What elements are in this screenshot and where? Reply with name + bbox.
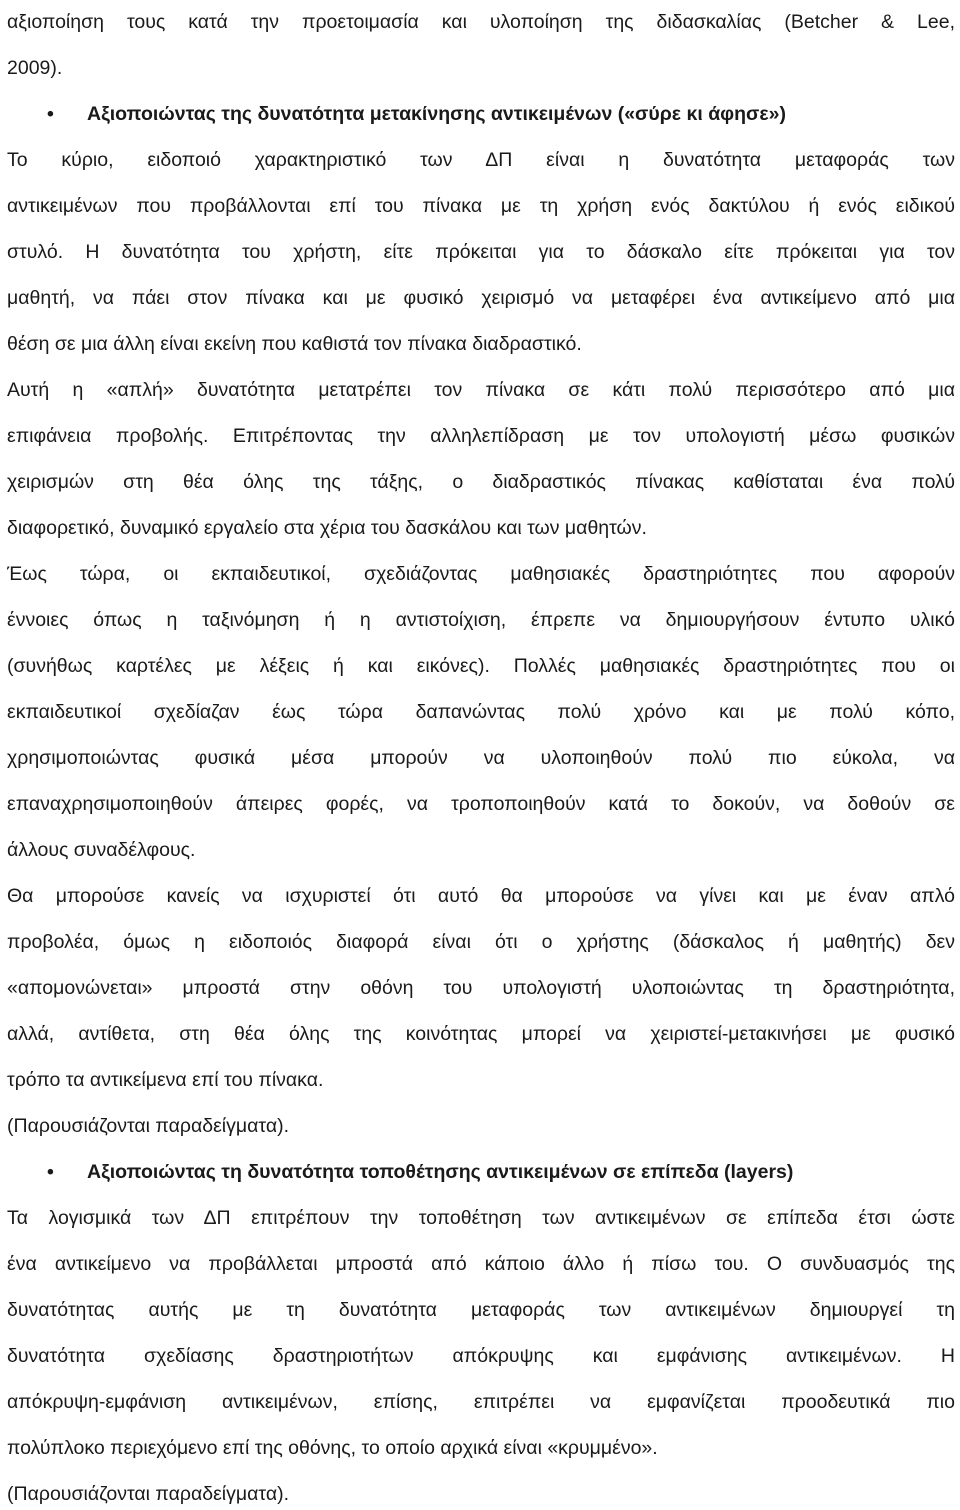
text-line: στυλό. Η δυνατότητα του χρήστη, είτε πρόκειται για το δάσκαλο είτε πρόκειται για τον (7, 241, 955, 263)
text-line: (Παρουσιάζονται παραδείγματα). (7, 1483, 289, 1505)
bullet-icon: • (47, 103, 54, 125)
text-line: «απομονώνεται» μπροστά στην οθόνη του υπολογιστή υλοποιώντας τη δραστηριότητα, (7, 977, 955, 999)
text-line: δυνατότητα σχεδίασης δραστηριοτήτων απόκρυψης και εμφάνισης αντικειμένων. Η (7, 1345, 955, 1367)
bullet-icon: • (47, 1161, 54, 1183)
text-line: επιφάνεια προβολής. Επιτρέποντας την αλληλεπίδραση με τον υπολογιστή μέσω φυσικών (7, 425, 955, 447)
text-line: (Παρουσιάζονται παραδείγματα). (7, 1115, 289, 1137)
text-line: άλλους συναδέλφους. (7, 839, 196, 861)
text-line: προβολέα, όμως η ειδοποιός διαφορά είναι ότι ο χρήστης (δάσκαλος ή μαθητής) δεν (7, 931, 955, 953)
text-line: χρησιμοποιώντας φυσικά μέσα μπορούν να υλοποιηθούν πολύ πιο εύκολα, να (7, 747, 955, 769)
text-line: ένα αντικείμενο να προβάλλεται μπροστά από κάποιο άλλο ή πίσω του. Ο συνδυασμός της (7, 1253, 955, 1275)
text-line: (συνήθως καρτέλες με λέξεις ή και εικόνες). Πολλές μαθησιακές δραστηριότητες που οι (7, 655, 955, 677)
text-line: χειρισμών στη θέα όλης της τάξης, ο διαδραστικός πίνακας καθίσταται ένα πολύ (7, 471, 955, 493)
bullet-heading-text: Αξιοποιώντας τη δυνατότητα τοποθέτησης αντικειμένων σε επίπεδα (layers) (87, 1161, 794, 1183)
text-line: αλλά, αντίθετα, στη θέα όλης της κοινότητας μπορεί να χειριστεί-μετακινήσει με φυσικό (7, 1023, 955, 1045)
text-line: διαφορετικό, δυναμικό εργαλείο στα χέρια του δασκάλου και των μαθητών. (7, 517, 647, 539)
text-line: μαθητή, να πάει στον πίνακα και με φυσικό χειρισμό να μεταφέρει ένα αντικείμενο από μια (7, 287, 955, 309)
text-line: 2009). (7, 57, 63, 79)
text-line: Έως τώρα, οι εκπαιδευτικοί, σχεδιάζοντας μαθησιακές δραστηριότητες που αφορούν (7, 563, 955, 585)
text-line: Θα μπορούσε κανείς να ισχυριστεί ότι αυτό θα μπορούσε να γίνει και με έναν απλό (7, 885, 955, 907)
bullet-heading-text: Αξιοποιώντας της δυνατότητα μετακίνησης αντικειμένων («σύρε κι άφησε») (87, 103, 786, 125)
text-line: πολύπλοκο περιεχόμενο επί της οθόνης, το οποίο αρχικά είναι «κρυμμένο». (7, 1437, 658, 1459)
text-line: εκπαιδευτικοί σχεδίαζαν έως τώρα δαπανώντας πολύ χρόνο και με πολύ κόπο, (7, 701, 955, 723)
text-line: τρόπο τα αντικείμενα επί του πίνακα. (7, 1069, 324, 1091)
text-line: επαναχρησιμοποιηθούν άπειρες φορές, να τροποποιηθούν κατά το δοκούν, να δοθούν σε (7, 793, 955, 815)
text-line: Το κύριο, ειδοποιό χαρακτηριστικό των ΔΠ είναι η δυνατότητα μεταφοράς των (7, 149, 955, 171)
text-line: Αυτή η «απλή» δυνατότητα μετατρέπει τον πίνακα σε κάτι πολύ περισσότερο από μια (7, 379, 955, 401)
text-line: αντικειμένων που προβάλλονται επί του πίνακα με τη χρήση ενός δακτύλου ή ενός ειδικού (7, 195, 955, 217)
text-line: θέση σε μια άλλη είναι εκείνη που καθιστά τον πίνακα διαδραστικό. (7, 333, 582, 355)
text-line: απόκρυψη-εμφάνιση αντικειμένων, επίσης, επιτρέπει να εμφανίζεται προοδευτικά πιο (7, 1391, 955, 1413)
text-line: Τα λογισμικά των ΔΠ επιτρέπουν την τοποθέτηση των αντικειμένων σε επίπεδα έτσι ώστε (7, 1207, 955, 1229)
text-line: έννοιες όπως η ταξινόμηση ή η αντιστοίχιση, έπρεπε να δημιουργήσουν έντυπο υλικό (7, 609, 955, 631)
text-line: δυνατότητας αυτής με τη δυνατότητα μεταφοράς των αντικειμένων δημιουργεί τη (7, 1299, 955, 1321)
text-line: αξιοποίηση τους κατά την προετοιμασία και υλοποίηση της διδασκαλίας (Betcher & Lee, (7, 11, 955, 33)
